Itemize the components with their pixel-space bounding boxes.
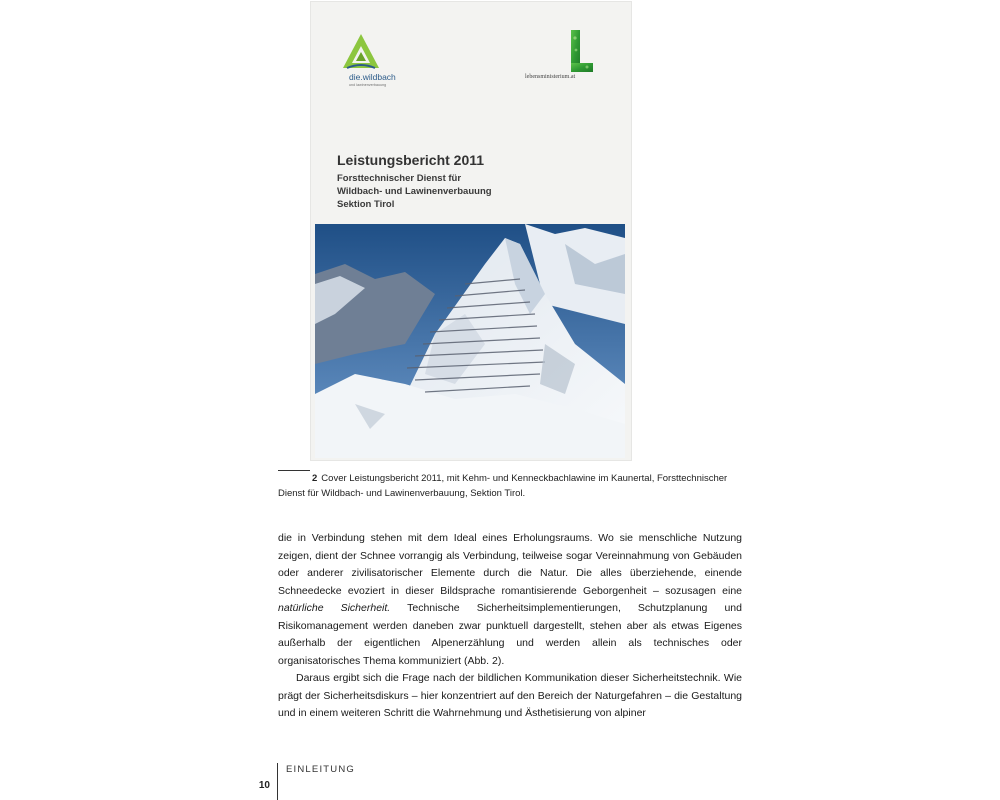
report-cover-figure: [311, 2, 631, 460]
paragraph: [278, 530, 742, 670]
footer-rule: [277, 763, 278, 800]
paragraph: Daraus ergibt sich die Frage nach der bildlichen Kommunikation dieser Sicherheitstechnik. Wie prägt der Sicherheitsdiskurs – hier konzentriert auf den Bereich der Naturgefahren – die Gestaltung und in einem weiteren Schritt die Wahrnehmung und Ästhetisierung von alpiner: [278, 672, 742, 719]
wildbach-logo-name: die.wildbach: [349, 72, 396, 82]
figure-caption: [278, 471, 748, 501]
lebensministerium-logo-name: lebensministerium.at: [525, 74, 576, 80]
ministry-l-icon: [571, 30, 593, 72]
wildbach-logo: [337, 32, 417, 92]
wildbach-triangle-icon: [341, 32, 381, 72]
cover-title: Leistungsbericht 2011: [337, 152, 485, 168]
figure-number: 2: [312, 473, 318, 484]
snowy-mountain-photo: [315, 224, 625, 458]
emphasis-text: natürliche Sicherheit.: [278, 602, 391, 614]
running-head: EINLEITUNG: [286, 764, 356, 775]
lebensministerium-logo: [521, 30, 621, 86]
paragraph-text: Technische Sicherheitsimplementierungen, Schutzplanung und Risikomanagement werden daneben zwar punktuell dargestellt, stehen aber als etwas Eigenes außerhalb der eigentlichen Alpenerzählung und werden allein als technisches oder organisatorisches Thema kommuniziert (Abb. 2).: [278, 602, 742, 667]
body-text: [278, 530, 742, 723]
paragraph-text: die in Verbindung stehen mit dem Ideal eines Erholungsraums. Wo sie menschliche Nutzung zeigen, dient der Schnee vorrangig als Verbindung, teilweise sogar Vereinnahmung von Gebäuden oder anderer zivilisatorischer Elemente durch die Natur. Die alles überziehende, einende Schneedecke evoziert in dieser Bildsprache romantisierende Geborgenheit – sozusagen eine: [278, 532, 742, 597]
wildbach-logo-subtitle: und lawinenverbauung: [349, 83, 387, 87]
cover-subtitle-line: Sektion Tirol: [337, 199, 395, 210]
cover-subtitle-line: Forsttechnischer Dienst für: [337, 173, 462, 184]
figure-caption-text: Cover Leistungsbericht 2011, mit Kehm- und Kenneckbachlawine im Kaunertal, Forsttechnischer Dienst für Wildbach- und Lawinenverbauung, Sektion Tirol.: [278, 473, 728, 499]
page-number: 10: [258, 780, 270, 791]
cover-subtitle-line: Wildbach- und Lawinenverbauung: [337, 186, 492, 197]
